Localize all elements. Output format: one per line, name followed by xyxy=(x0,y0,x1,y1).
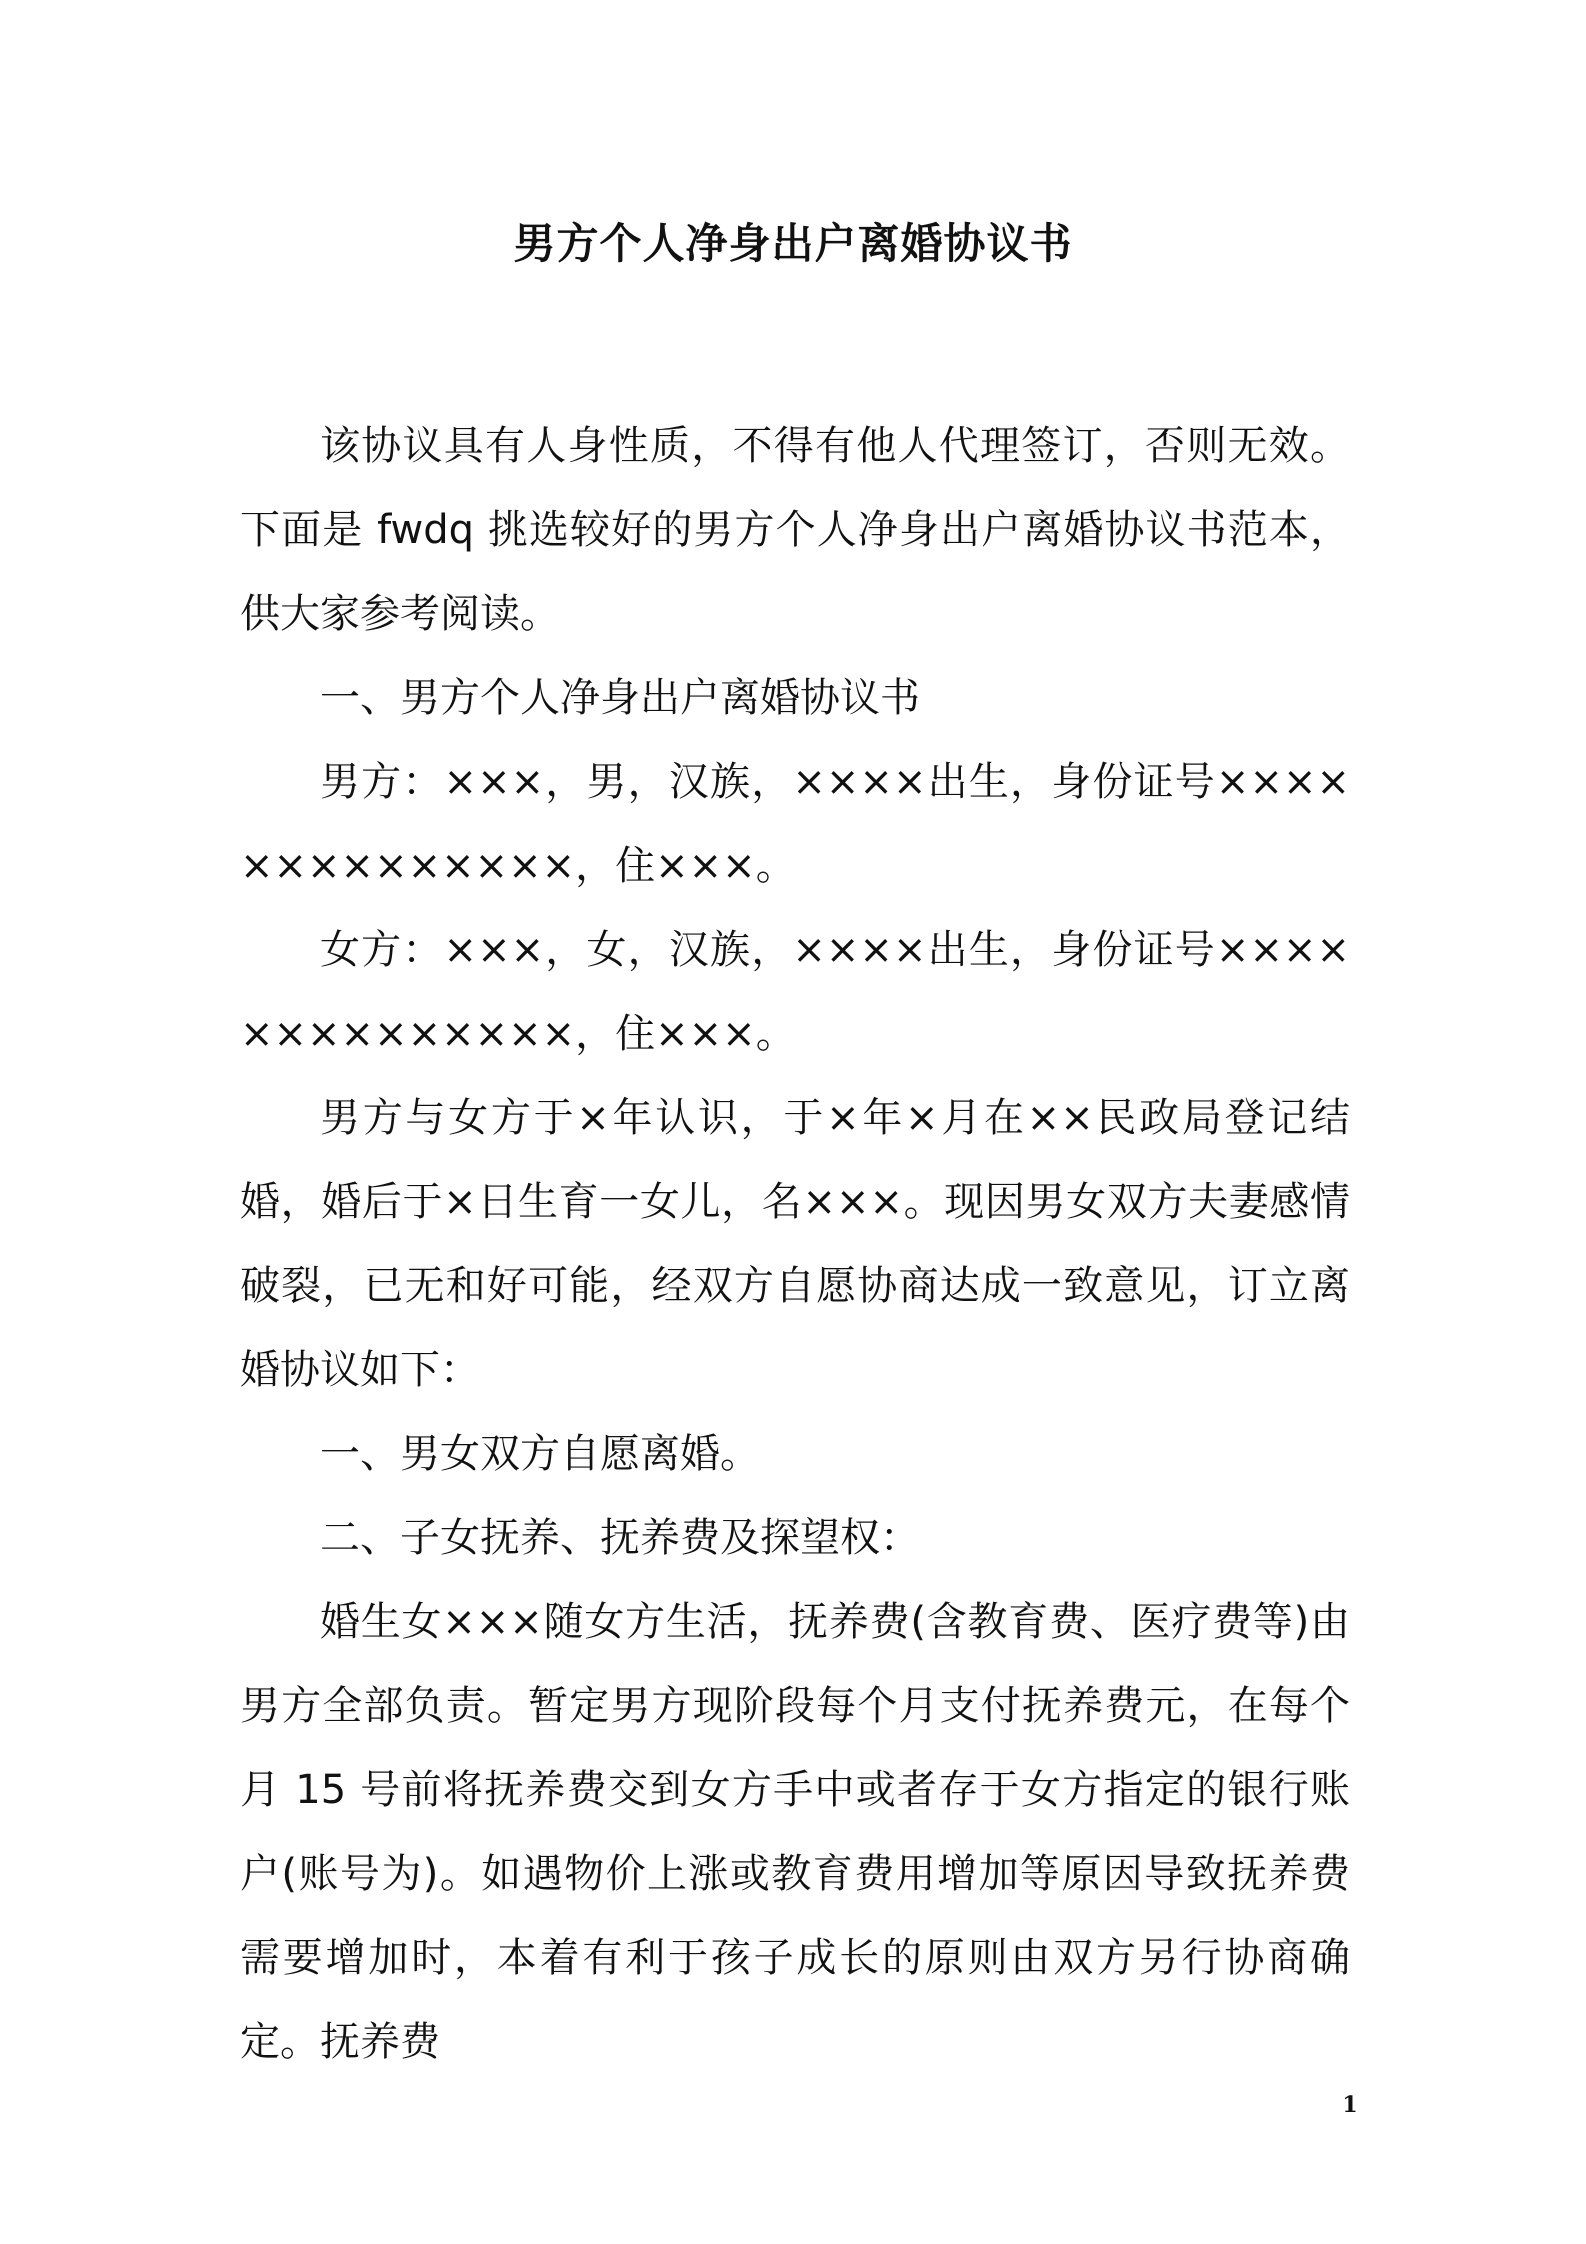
clause-one: 一、男女双方自愿离婚。 xyxy=(320,1431,760,1477)
section-heading: 一、男方个人净身出户离婚协议书 xyxy=(320,675,920,721)
paragraph-background: 男方与女方于×年认识，于×年×月在××民政局登记结婚，婚后于×日生育一女儿，名×××。现因男女双方夫妻感情破裂，已无和好可能，经双方自愿协商达成一致意见，订立离婚协议如下： xyxy=(240,1095,1350,1393)
paragraph-female-party: 女方：×××，女，汉族，××××出生，身份证号××××××××××××××，住×××。 xyxy=(240,927,1350,1057)
paragraph-intro: 该协议具有人身性质，不得有他人代理签订，否则无效。下面是 fwdq 挑选较好的男方个人净身出户离婚协议书范本，供大家参考阅读。 xyxy=(240,423,1350,637)
document-body xyxy=(240,404,1350,2084)
clause-two-heading: 二、子女抚养、抚养费及探望权： xyxy=(320,1515,920,1561)
paragraph-male-party: 男方：×××，男，汉族，××××出生，身份证号××××××××××××××，住×××。 xyxy=(240,759,1350,889)
paragraph-child-support: 婚生女×××随女方生活，抚养费(含教育费、医疗费等)由男方全部负责。暂定男方现阶段每个月支付抚养费元，在每个月 15 号前将抚养费交到女方手中或者存于女方指定的银行账户(账号为)。如遇物价上涨或教育费用增加等原因导致抚养费需要增加时，本着有利于孩子成长的原则由双方另行协商确定。抚养费 xyxy=(240,1599,1350,2065)
page-number: 1 xyxy=(1342,2092,1358,2118)
document-title: 男方个人净身出户离婚协议书 xyxy=(513,219,1073,268)
